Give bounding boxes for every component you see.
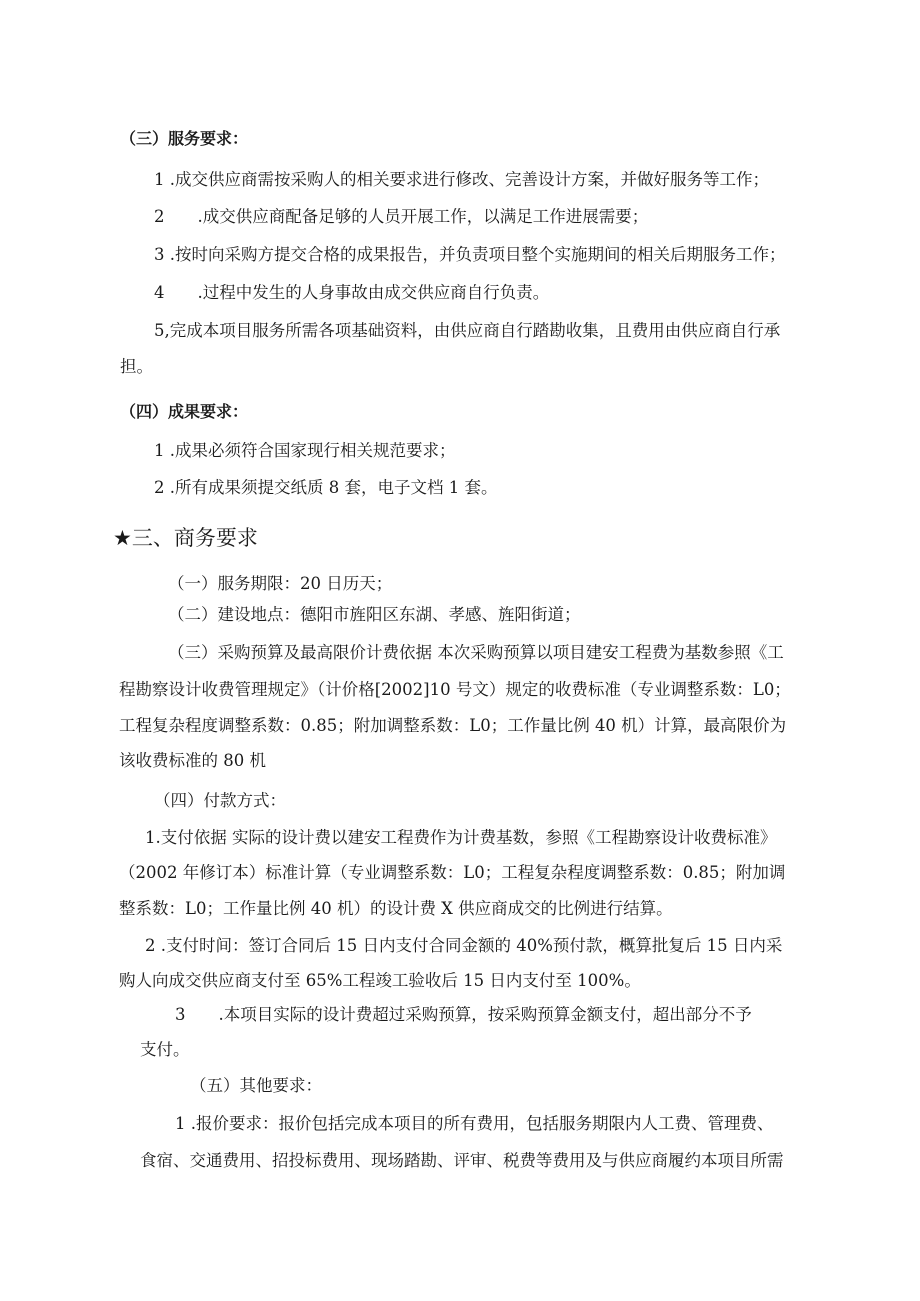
business-heading: ★三、商务要求 bbox=[113, 526, 258, 550]
payment-item-2-line-1: 2 .支付时间：签订合同后 15 日内支付合同金额的 40%预付款，概算批复后 15 日内采 bbox=[145, 936, 783, 955]
other-item-1-line-1: 1 .报价要求：报价包括完成本项目的所有费用，包括服务期限内人工费、管理费、 bbox=[175, 1114, 774, 1133]
service-item-5-line-2: 担。 bbox=[120, 357, 153, 376]
budget-line-2: 程勘察设计收费管理规定》（计价格[2002]10 号文）规定的收费标准（专业调整系数：L0； bbox=[119, 680, 791, 699]
service-item-1: 1 .成交供应商需按采购人的相关要求进行修改、完善设计方案，并做好服务等工作； bbox=[154, 170, 769, 189]
result-item-2: 2 .所有成果须提交纸质 8 套，电子文档 1 套。 bbox=[154, 478, 498, 497]
service-period: （一）服务期限：20 日历天； bbox=[168, 574, 393, 593]
payment-heading: （四）付款方式： bbox=[154, 791, 286, 810]
service-item-3: 3 .按时向采购方提交合格的成果报告，并负责项目整个实施期间的相关后期服务工作； bbox=[154, 245, 786, 264]
payment-item-3-line-2: 支付。 bbox=[140, 1040, 190, 1059]
service-item-4: 4 .过程中发生的人身事故由成交供应商自行负责。 bbox=[154, 283, 550, 302]
payment-item-1-line-3: 整系数：L0；工作量比例 40 机）的设计费 X 供应商成交的比例进行结算。 bbox=[119, 899, 673, 918]
result-heading: （四）成果要求： bbox=[120, 402, 249, 421]
budget-line-4: 该收费标准的 80 机 bbox=[119, 751, 266, 770]
budget-line-1: （三）采购预算及最高限价计费依据 本次采购预算以项目建安工程费为基数参照《工 bbox=[168, 643, 784, 662]
payment-item-1-line-2: （2002 年修订本）标准计算（专业调整系数：L0；工程复杂程度调整系数：0.85；附加调 bbox=[119, 863, 786, 882]
service-item-2: 2 .成交供应商配备足够的人员开展工作，以满足工作进展需要； bbox=[154, 207, 649, 226]
budget-line-3: 工程复杂程度调整系数：0.85；附加调整系数：L0；工作量比例 40 机）计算，最高限价为 bbox=[119, 716, 787, 735]
other-heading: （五）其他要求： bbox=[190, 1076, 322, 1095]
construction-location: （二）建设地点：德阳市旌阳区东湖、孝感、旌阳街道； bbox=[168, 605, 581, 624]
payment-item-2-line-2: 购人向成交供应商支付至 65%工程竣工验收后 15 日内支付至 100%。 bbox=[119, 971, 641, 990]
result-item-1: 1 .成果必须符合国家现行相关规范要求； bbox=[154, 441, 456, 460]
payment-item-3-line-1: 3 .本项目实际的设计费超过采购预算，按采购预算金额支付，超出部分不予 bbox=[175, 1005, 752, 1024]
payment-item-1-line-1: 1.支付依据 实际的设计费以建安工程费作为计费基数，参照《工程勘察设计收费标准》 bbox=[145, 828, 777, 847]
service-heading: （三）服务要求： bbox=[120, 129, 249, 148]
service-item-5-line-1: 5,完成本项目服务所需各项基础资料，由供应商自行踏勘收集，且费用由供应商自行承 bbox=[154, 321, 781, 340]
other-item-1-line-2: 食宿、交通费用、招投标费用、现场踏勘、评审、税费等费用及与供应商履约本项目所需 bbox=[140, 1151, 784, 1170]
